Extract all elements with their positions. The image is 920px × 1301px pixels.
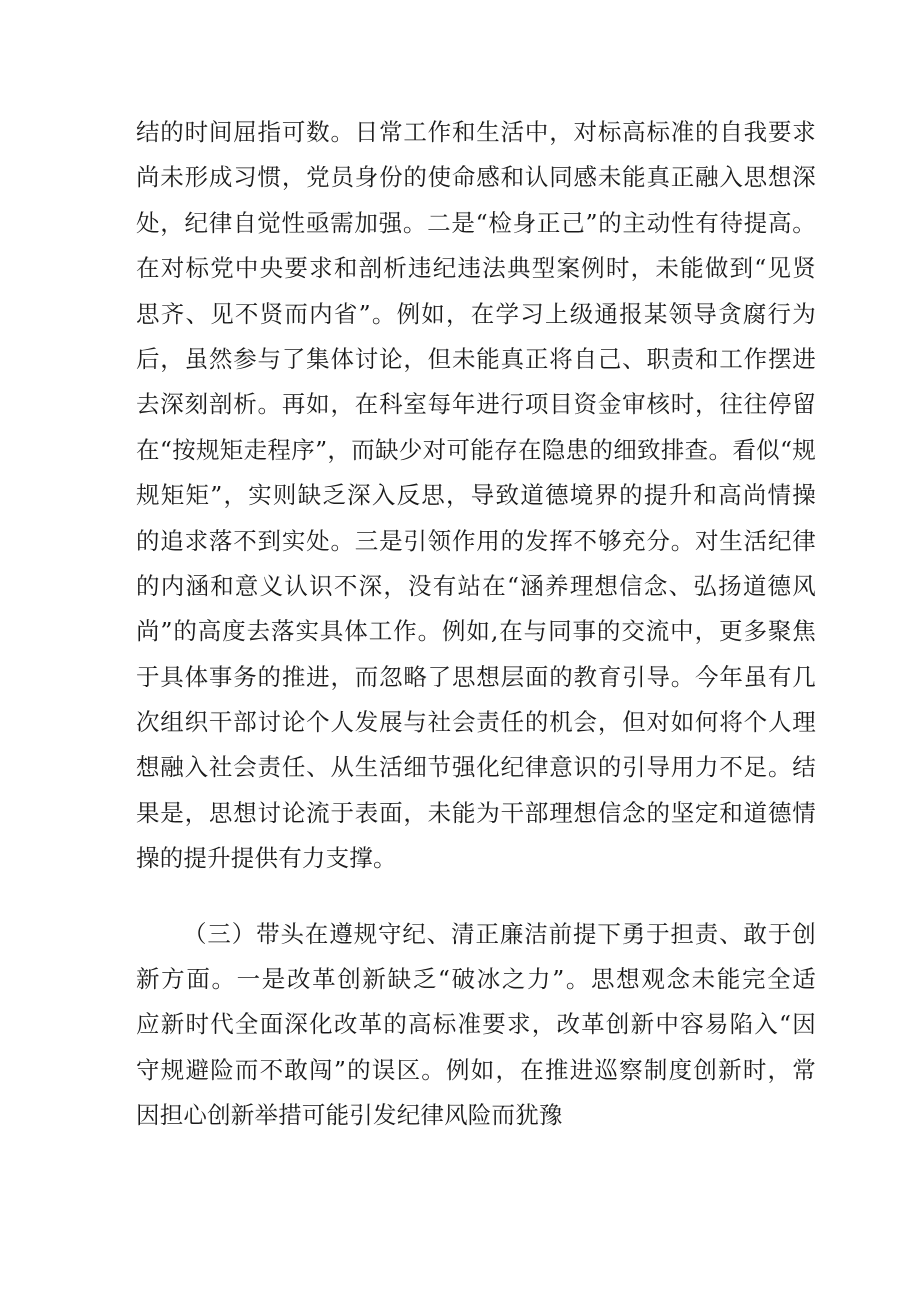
text-line: 的追求落不到实处。三是引领作用的发挥不够充分。对生活纪律	[136, 526, 816, 555]
text-line: 应新时代全面深化改革的高标准要求，改革创新中容易陷入“因	[136, 1010, 816, 1039]
text-line: 新方面。一是改革创新缺乏“破冰之力”。思想观念未能完全适	[136, 965, 816, 994]
text-line: 在对标党中央要求和剖析违纪违法典型案例时，未能做到“见贤	[136, 254, 816, 283]
text-line: 想融入社会责任、从生活细节强化纪律意识的引导用力不足。结	[136, 753, 816, 782]
text-line: 规矩矩”，实则缺乏深入反思，导致道德境界的提升和高尚情操	[136, 481, 816, 510]
paragraph-1	[136, 110, 816, 882]
text-line: 尚未形成习惯，党员身份的使命感和认同感未能真正融入思想深	[136, 163, 816, 192]
text-line: 操的提升提供有力支撑。	[136, 844, 397, 873]
paragraph-gap	[136, 882, 816, 912]
text-line: 次组织干部讨论个人发展与社会责任的机会，但对如何将个人理	[136, 708, 816, 737]
text-line: 尚”的高度去落实具体工作。例如,在与同事的交流中，更多聚焦	[136, 617, 816, 646]
document-body	[136, 110, 816, 1139]
text-line: 处，纪律自觉性亟需加强。二是“检身正己”的主动性有待提高。	[136, 208, 816, 237]
text-line: 果是，思想讨论流于表面，未能为干部理想信念的坚定和道德情	[136, 798, 816, 827]
text-line: 去深刻剖析。再如，在科室每年进行项目资金审核时，往往停留	[136, 390, 816, 419]
paragraph-2	[136, 912, 816, 1139]
text-line: 守规避险而不敢闯”的误区。例如，在推进巡察制度创新时，常	[136, 1055, 816, 1084]
text-line: 的内涵和意义认识不深，没有站在“涵养理想信念、弘扬道德风	[136, 571, 816, 600]
text-line: 在“按规矩走程序”，而缺少对可能存在隐患的细致排查。看似“规	[136, 435, 816, 464]
text-line: 因担心创新举措可能引发纪律风险而犹豫	[136, 1101, 563, 1130]
text-line: 后，虽然参与了集体讨论，但未能真正将自己、职责和工作摆进	[136, 344, 816, 373]
text-line: 结的时间屈指可数。日常工作和生活中，对标高标准的自我要求	[136, 118, 816, 146]
text-line: 于具体事务的推进，而忽略了思想层面的教育引导。今年虽有几	[136, 662, 816, 691]
section-heading-line: （三）带头在遵规守纪、清正廉洁前提下勇于担责、敢于创	[183, 919, 816, 948]
text-line: 思齐、见不贤而内省”。例如，在学习上级通报某领导贪腐行为	[136, 299, 816, 328]
